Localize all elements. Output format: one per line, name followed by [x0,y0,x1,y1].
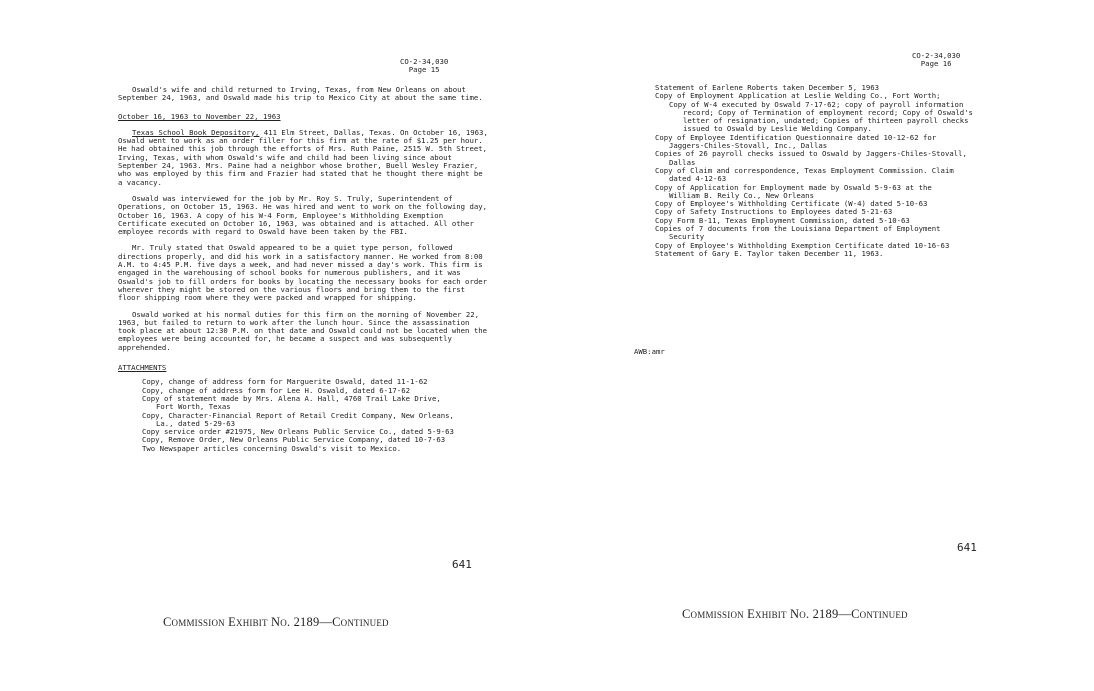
list-item: Copy of Employment Application at Leslie Welding Co., Fort Worth; Copy of W-4 executed by Oswald 7-17-62; copy of payroll information record; Copy of Termination of employment record; Copy of Oswald's letter of resignation, undated; Copies of thirteen payroll checks issued to Oswald by Leslie Welding Company. [655,91,973,134]
list-item: Copy of Employee Identification Questionnaire dated 10-12-62 for Jaggers-Chiles-Stovall, Inc., Dallas [655,132,937,151]
list-item: Two Newspaper articles concerning Oswald's visit to Mexico. [142,443,402,453]
page-header [400,58,448,75]
list-item: Copy of Claim and correspondence, Texas Employment Commission. Claim dated 4-12-63 [655,165,954,184]
exhibit-caption: Commission Exhibit No. 2189—Continued [682,607,908,621]
list-item: Statement of Gary E. Taylor taken December 11, 1963. [655,248,884,258]
list-item: Copies of 7 documents from the Louisiana Department of Employment Security [655,224,941,242]
intro-paragraph: Oswald's wife and child returned to Irving, Texas, from New Orleans on about September 24, 1963, and Oswald made his trip to Mexico City at about the same time. [118,85,483,103]
list-item: Copy, Remove Order, New Orleans Public Service Company, dated 10-7-63 [142,435,446,445]
list-item: Copy of Employee's Withholding Exemption Certificate dated 10-16-63 [655,240,950,250]
list-item: Copy of statement made by Mrs. Alena A. Hall, 4760 Trail Lake Drive, Fort Worth, Texas [142,393,441,412]
page-header [912,52,960,69]
file-number: CO-2-34,030 [912,51,961,60]
right-page [547,0,1094,691]
list-item: Copies of 26 payroll checks issued to Oswald by Jaggers-Chiles-Stovall, Dallas [655,149,967,167]
depository-name: Texas School Book Depository, [132,127,260,137]
list-item: Copy of Safety Instructions to Employees dated 5-21-63 [655,207,893,217]
list-item: Copy, change of address form for Lee H. Oswald, dated 6-17-62 [142,385,410,395]
paragraph-interview: Oswald was interviewed for the job by Mr. Roy S. Truly, Superintendent of Operations, on October 15, 1963. He was hired and went to work on the following day, October 16, 1963. A copy of his W-4 Form, Employee's Withholding Exemption Certificate executed on October 16, 1963, was obtained and is attached. All other employee records with regard to Oswald have been taken by the FBI. [118,193,488,237]
file-number: CO-2-34,030 [400,57,449,66]
list-item: Statement of Earlene Roberts taken December 5, 1963 [655,83,880,92]
list-item: Copy of Employee's Withholding Certificate (W-4) dated 5-10-63 [655,199,928,209]
list-item: Copy Form B-11, Texas Employment Commission, dated 5-10-63 [655,215,910,225]
paragraph-depository: Texas School Book Depository, 411 Elm Street, Dallas, Texas. On October 16, 1963, Oswald went to work as an order filler for this firm at the rate of $1.25 per hour. He had obtained this job through the efforts of Mrs. Ruth Paine, 2515 W. 5th Street, Irving, Texas, with whom Oswald's wife and child had been living since about September 24, 1963. Mrs. Paine had a neighbor whose brother, Buell Wesley Frazier, who was employed by this firm and Frazier had stated that he thought there might be a vacancy. [118,127,488,187]
paragraph-truly-statement: Mr. Truly stated that Oswald appeared to be a quiet type person, followed directions properly, and did his work in a satisfactory manner. He worked from 8:00 A.M. to 4:45 P.M. five days a week, and had never missed a day's work. This firm is engaged in the warehousing of school books for numerous publishers, and it was Oswald's job to fill orders for books by locating the necessary books for each order wherever they might be stored on the various floors and bring them to the first floor shipping room where they were packed and wrapped for shipping. [118,243,488,303]
typist-initials: AWB:amr [634,347,665,356]
exhibit-caption: Commission Exhibit No. 2189—Continued [163,615,389,629]
body-text [118,86,488,453]
paragraph-assassination: Oswald worked at his normal duties for this firm on the morning of November 22, 1963, but failed to return to work after the lunch hour. Since the assassination took place at about 12:30 P.M. on that date and Oswald could not be located when the employees were being accounted for, he became a suspect and was subsequently apprehended. [118,309,488,352]
list-item: Copy, change of address form for Marguerite Oswald, dated 11-1-62 [142,377,428,387]
list-item: Copy, Character-Financial Report of Retail Credit Company, New Orleans, La., dated 5-29-63 [142,410,454,428]
page-label: Page 16 [920,59,952,69]
page-number: 641 [452,558,472,571]
attachments-list [655,84,991,258]
list-item: Copy of Application for Employment made by Oswald 5-9-63 at the William B. Reily Co., New Orleans [655,182,932,200]
page-label: Page 15 [408,65,440,75]
list-item: Copy service order #21975, New Orleans Public Service Co., dated 5-9-63 [142,427,454,437]
page-number: 641 [957,541,977,554]
section-heading: October 16, 1963 to November 22, 1963 [118,111,281,121]
attachments-list [118,378,488,453]
attachments-heading: ATTACHMENTS [118,363,167,373]
